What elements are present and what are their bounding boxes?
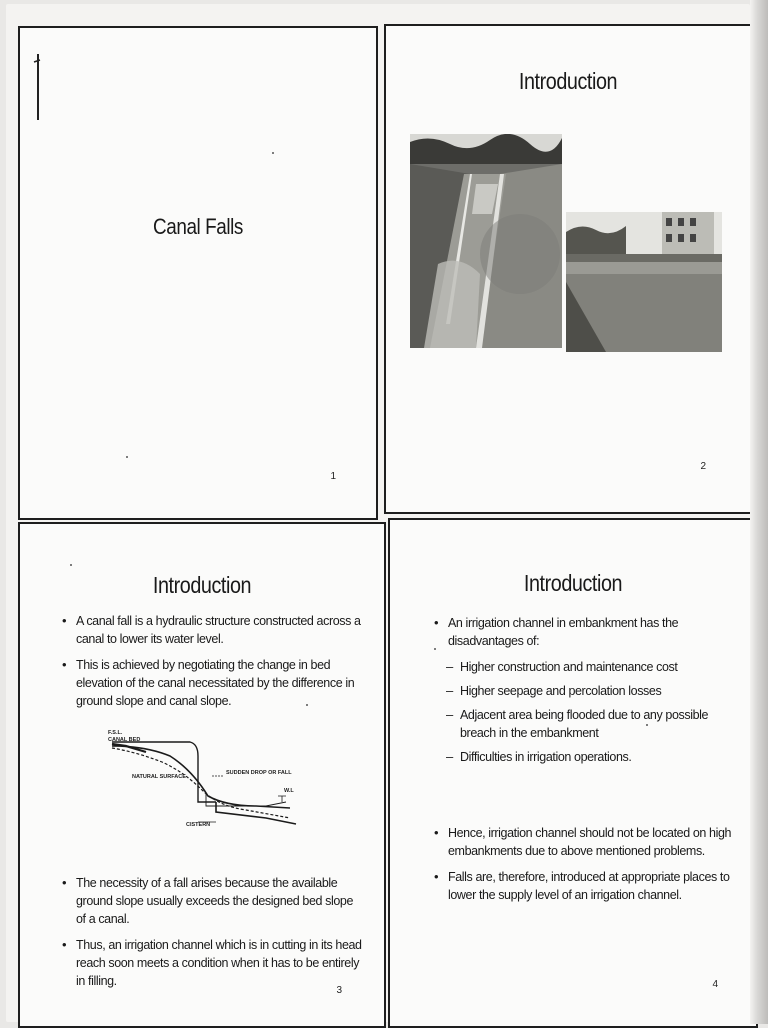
slide-3 (18, 522, 386, 1028)
label-natural-surface: NATURAL SURFACE (132, 774, 186, 780)
bullet-item: • A canal fall is a hydraulic structure constructed across a canal to lower its water level. (62, 612, 362, 648)
sub-bullet-item: – Difficulties in irrigation operations. (434, 748, 734, 766)
label-sudden-drop: SUDDEN DROP OR FALL (226, 770, 292, 776)
bullet-item: • The necessity of a fall arises because the available ground slope usually exceeds the designed bed slope of a canal. (62, 874, 362, 928)
fall-structure-photo (566, 212, 722, 352)
sub-bullet-item: – Higher construction and maintenance cost (434, 658, 734, 676)
scan-mark (28, 50, 48, 130)
canal-fall-photo (410, 134, 562, 348)
label-canal-bed: CANAL BED (108, 737, 141, 743)
sub-bullet-item: – Higher seepage and percolation losses (434, 682, 734, 700)
slide-number: 1 (330, 471, 336, 482)
scanned-page (6, 4, 750, 1022)
bullet-list (434, 614, 734, 772)
label-wl: W.L (284, 788, 294, 794)
canal-fall-diagram (106, 722, 306, 832)
slide-1 (18, 26, 378, 520)
bullet-list (434, 824, 734, 912)
slide-title: Introduction (152, 572, 252, 598)
slide-number: 4 (712, 979, 718, 990)
bullet-item: • An irrigation channel in embankment has the disadvantages of: (434, 614, 734, 650)
bullet-list (62, 612, 362, 718)
page-edge-shadow (750, 0, 768, 1024)
slide-title: Introduction (518, 68, 618, 94)
slide-2 (384, 24, 752, 514)
bullet-list (62, 874, 362, 998)
label-cistern: CISTERN (186, 822, 211, 828)
bullet-item: • Hence, irrigation channel should not be located on high embankments due to above mentioned problems. (434, 824, 734, 860)
sub-bullet-item: – Adjacent area being flooded due to any possible breach in the embankment (434, 706, 734, 742)
slide-number: 2 (700, 461, 706, 472)
bullet-item: • Thus, an irrigation channel which is in cutting in its head reach soon meets a condition when it has to be entirely in filling. (62, 936, 362, 990)
slide-number: 3 (336, 985, 342, 996)
label-fsl: F.S.L. (108, 730, 123, 736)
bullet-item: • This is achieved by negotiating the change in bed elevation of the canal necessitated by the difference in ground slope and canal slope. (62, 656, 362, 710)
slide-title: Introduction (523, 570, 623, 596)
slide-4 (388, 518, 758, 1028)
bullet-item: • Falls are, therefore, introduced at appropriate places to lower the supply level of an irrigation channel. (434, 868, 734, 904)
slide-title: Canal Falls (153, 214, 243, 239)
